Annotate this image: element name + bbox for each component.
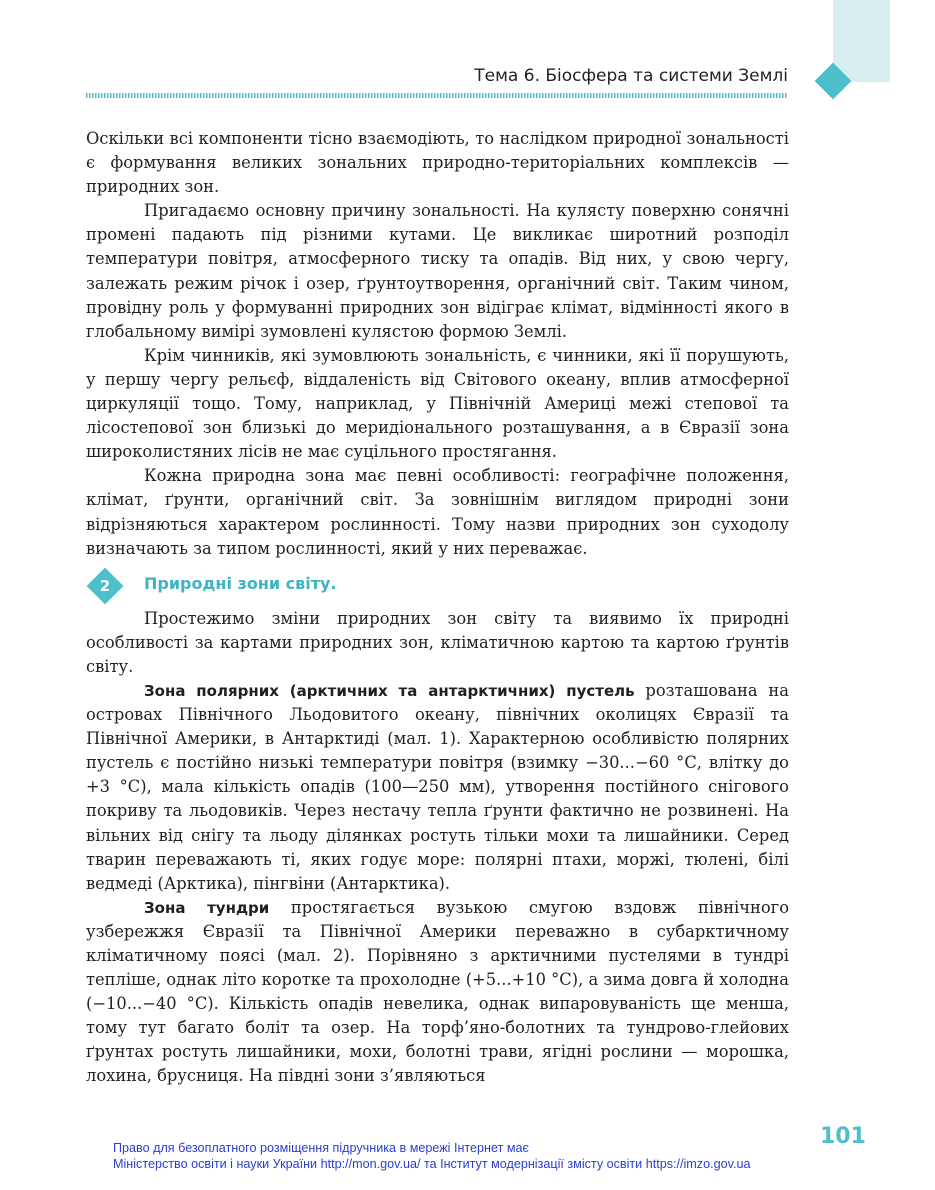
page-content (86, 127, 789, 1089)
tundra-text: простягається вузькою смугою вздовж північного узбережжя Євразії та Північної Америки переважно в субарктичному кліматичному поясі (мал. 2). Порівняно з арктичними пустелями в тундрі тепліше, однак літо коротке та прохолодне (+5...+10 °С), а зима довга й холодна (−10...−40 °С). Кількість опадів невелика, однак випаровуваність ще менша, тому тут багато боліт та озер. На торф’яно-болотних та тундрово-глейових ґрунтах ростуть лишайники, мохи, болотні трави, ягідні рослини — морошка, лохина, брусниця. На півдні зони з’являються (86, 897, 790, 1086)
page-number: 101 (820, 1124, 866, 1149)
corner-tab (833, 0, 890, 82)
tundra-paragraph (86, 896, 789, 1089)
paragraph-intro-1: Оскільки всі компоненти тісно взаємодіють, то наслідком природної зональності є формування великих зональних природно-територіальних комплексів — природних зон. (86, 129, 789, 197)
footer-line-1: Право для безоплатного розміщення підручника в мережі Інтернет має (113, 1141, 529, 1155)
section-intro-paragraph: Простежимо зміни природних зон світу та виявимо їх природні особливості за картами природних зон, кліматичною картою та картою ґрунтів світу. (86, 608, 789, 676)
paragraph-intro-4: Кожна природна зона має певні особливості: географічне положення, клімат, ґрунти, органічний світ. За зовнішнім виглядом природні зони відрізняються характером рослинності. Тому назви природних зон суходолу визначають за типом рослинності, який у них переважає. (86, 466, 789, 558)
footer-line-2: Міністерство освіти і науки України http://mon.gov.ua/ та Інститут модернізації змісту освіти https://imzo.gov.ua (113, 1157, 751, 1171)
tundra-term: Зона тундри (144, 898, 270, 917)
header-divider (86, 93, 788, 98)
section-title: Природні зони світу. (144, 573, 337, 593)
paragraph-intro-2: Пригадаємо основну причину зональності. На кулясту поверхню сонячні промені падають під різними кутами. Це викликає широтний розподіл температури повітря, атмосферного тиску та опадів. Від них, у свою чергу, залежать режим річок і озер, ґрунтоутворення, органічний світ. Таким чином, провідну роль у формуванні природних зон відіграє клімат, відмінності якого в глобальному вимірі зумовлені кулястою формою Землі. (86, 201, 789, 341)
section-heading (86, 571, 789, 607)
chapter-header: Тема 6. Біосфера та системи Землі (474, 66, 788, 86)
polar-desert-term: Зона полярних (арктичних та антарктичних) пустель (144, 681, 635, 700)
paragraph-intro-3: Крім чинників, які зумовлюють зональність, є чинники, які її порушують, у першу чергу рельєф, віддаленість від Світового океану, вплив атмосферної циркуляції тощо. Тому, наприклад, у Північній Америці межі степової та лісостепової зон близькі до меридіонального розташування, а в Євразії зона широколистяних лісів не має суцільного простягання. (86, 345, 789, 462)
polar-desert-text: розташована на островах Північного Льодовитого океану, північних околицях Євразії та Північної Америки, в Антарктиді (мал. 1). Характерною особливістю полярних пустель є постійно низькі температури повітря (взимку −30...−60 °С, влітку до +3 °С), мала кількість опадів (100—250 мм), утворення постійного снігового покриву та льодовиків. Через нестачу тепла ґрунти фактично не розвинені. На вільних від снігу та льоду ділянках ростуть тільки мохи та лишайники. Серед тварин переважають ті, яких годує море: полярні птахи, моржі, тюлені, білі ведмеді (Арктика), пінгвіни (Антарктика). (86, 680, 789, 893)
polar-desert-paragraph (86, 679, 789, 896)
footer-notice (113, 1140, 833, 1172)
section-number: 2 (99, 576, 111, 595)
